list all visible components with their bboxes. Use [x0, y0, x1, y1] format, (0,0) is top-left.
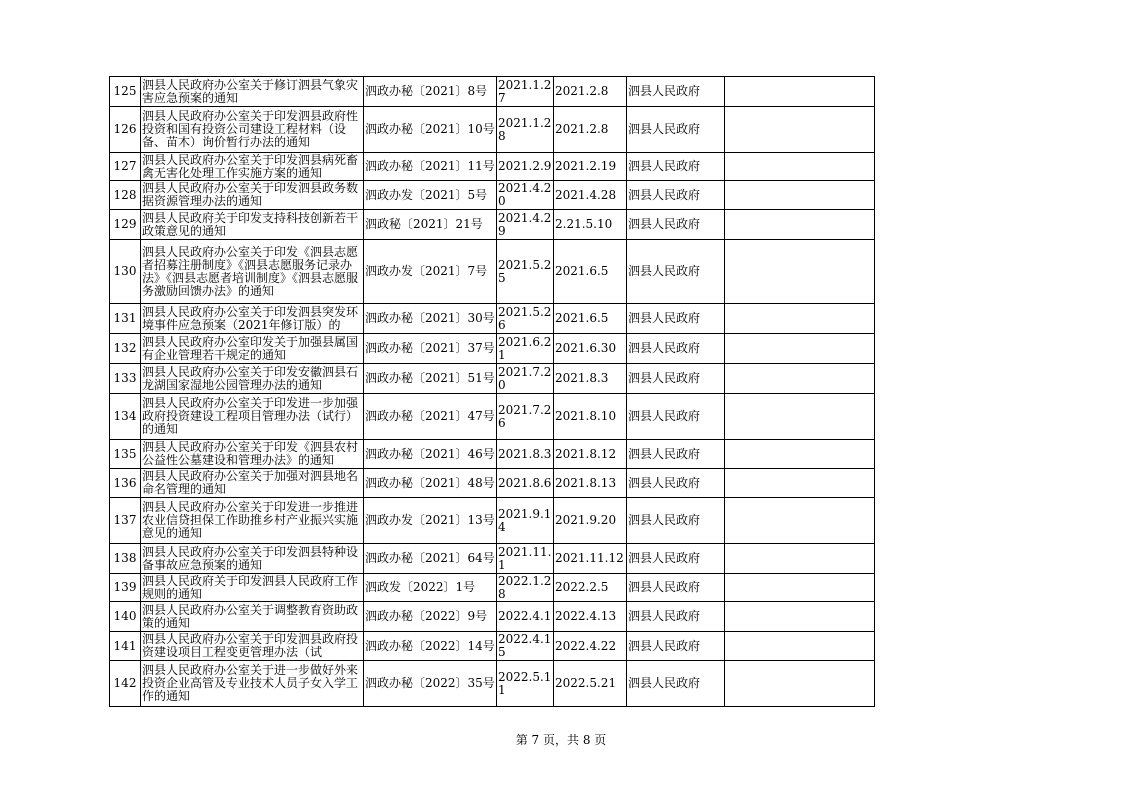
remark-cell	[725, 77, 875, 107]
table-row	[110, 181, 875, 210]
page-footer: 第 7 页，共 8 页	[515, 733, 607, 747]
issuing-body: 泗县人民政府	[627, 574, 725, 602]
publish-date: 2021.8.12	[554, 440, 627, 469]
row-number: 137	[110, 498, 141, 544]
issuing-body: 泗县人民政府	[627, 181, 725, 210]
issue-date: 2022.4.15	[497, 632, 554, 661]
publish-date: 2021.4.28	[554, 181, 627, 210]
issue-date: 2021.7.26	[497, 394, 554, 440]
document-title: 泗县人民政府办公室关于印发泗县政务数据资源管理办法的通知	[141, 181, 364, 210]
publish-date: 2021.11.12	[554, 544, 627, 574]
row-number: 126	[110, 107, 141, 153]
publish-date: 2021.6.5	[554, 240, 627, 304]
issuing-body: 泗县人民政府	[627, 77, 725, 107]
publish-date: 2.21.5.10	[554, 210, 627, 240]
row-number: 133	[110, 364, 141, 394]
document-number: 泗政办秘〔2022〕14号	[364, 632, 497, 661]
row-number: 140	[110, 602, 141, 632]
issuing-body: 泗县人民政府	[627, 394, 725, 440]
remark-cell	[725, 210, 875, 240]
issue-date: 2022.4.1	[497, 602, 554, 632]
document-number: 泗政办秘〔2021〕51号	[364, 364, 497, 394]
issue-date: 2021.9.14	[497, 498, 554, 544]
issuing-body: 泗县人民政府	[627, 632, 725, 661]
issue-date: 2021.4.29	[497, 210, 554, 240]
issuing-body: 泗县人民政府	[627, 334, 725, 364]
issue-date: 2021.8.6	[497, 469, 554, 498]
table-row	[110, 304, 875, 334]
table-row	[110, 632, 875, 661]
issue-date: 2021.7.20	[497, 364, 554, 394]
issue-date: 2021.5.25	[497, 240, 554, 304]
issue-date: 2021.2.9	[497, 153, 554, 181]
row-number: 135	[110, 440, 141, 469]
row-number: 131	[110, 304, 141, 334]
issuing-body: 泗县人民政府	[627, 440, 725, 469]
issue-date: 2021.6.21	[497, 334, 554, 364]
document-number: 泗政办秘〔2021〕37号	[364, 334, 497, 364]
publish-date: 2021.8.3	[554, 364, 627, 394]
table-row	[110, 602, 875, 632]
table-row	[110, 77, 875, 107]
remark-cell	[725, 304, 875, 334]
document-title: 泗县人民政府办公室关于印发泗县政府性投资和国有投资公司建设工程材料（设备、苗木）询价暂行办法的通知	[141, 107, 364, 153]
issuing-body: 泗县人民政府	[627, 153, 725, 181]
remark-cell	[725, 107, 875, 153]
publish-date: 2021.6.30	[554, 334, 627, 364]
document-title: 泗县人民政府办公室关于进一步做好外来投资企业高管及专业技术人员子女入学工作的通知	[141, 661, 364, 707]
document-title: 泗县人民政府办公室关于印发进一步加强政府投资建设工程项目管理办法（试行）的通知	[141, 394, 364, 440]
document-number: 泗政办秘〔2021〕64号	[364, 544, 497, 574]
remark-cell	[725, 574, 875, 602]
table-row	[110, 107, 875, 153]
document-title: 泗县人民政府办公室关于印发泗县政府投资建设项目工程变更管理办法（试	[141, 632, 364, 661]
row-number: 141	[110, 632, 141, 661]
table-row	[110, 574, 875, 602]
remark-cell	[725, 181, 875, 210]
remark-cell	[725, 334, 875, 364]
issue-date: 2021.8.3	[497, 440, 554, 469]
table-row	[110, 498, 875, 544]
publish-date: 2021.8.13	[554, 469, 627, 498]
publish-date: 2021.2.8	[554, 107, 627, 153]
table-row	[110, 661, 875, 707]
issuing-body: 泗县人民政府	[627, 304, 725, 334]
document-title: 泗县人民政府办公室关于调整教育资助政策的通知	[141, 602, 364, 632]
issue-date: 2021.5.26	[497, 304, 554, 334]
publish-date: 2021.6.5	[554, 304, 627, 334]
row-number: 129	[110, 210, 141, 240]
issuing-body: 泗县人民政府	[627, 107, 725, 153]
document-number: 泗政办发〔2021〕7号	[364, 240, 497, 304]
document-title: 泗县人民政府关于印发支持科技创新若干政策意见的通知	[141, 210, 364, 240]
row-number: 138	[110, 544, 141, 574]
issue-date: 2021.1.28	[497, 107, 554, 153]
row-number: 142	[110, 661, 141, 707]
issue-date: 2022.5.11	[497, 661, 554, 707]
table-row	[110, 153, 875, 181]
table-row	[110, 240, 875, 304]
issue-date: 2021.4.20	[497, 181, 554, 210]
document-title: 泗县人民政府办公室关于印发安徽泗县石龙湖国家湿地公园管理办法的通知	[141, 364, 364, 394]
document-number: 泗政办秘〔2021〕11号	[364, 153, 497, 181]
document-title: 泗县人民政府办公室关于印发进一步推进农业信贷担保工作助推乡村产业振兴实施意见的通知	[141, 498, 364, 544]
publish-date: 2022.2.5	[554, 574, 627, 602]
publish-date: 2022.5.21	[554, 661, 627, 707]
document-title: 泗县人民政府办公室印发关于加强县属国有企业管理若干规定的通知	[141, 334, 364, 364]
issuing-body: 泗县人民政府	[627, 364, 725, 394]
document-title: 泗县人民政府办公室关于印发《泗县农村公益性公墓建设和管理办法》的通知	[141, 440, 364, 469]
issue-date: 2021.11.1	[497, 544, 554, 574]
issuing-body: 泗县人民政府	[627, 240, 725, 304]
document-number: 泗政办秘〔2021〕10号	[364, 107, 497, 153]
document-number: 泗政办秘〔2022〕35号	[364, 661, 497, 707]
document-title: 泗县人民政府关于印发泗县人民政府工作规则的通知	[141, 574, 364, 602]
remark-cell	[725, 153, 875, 181]
row-number: 136	[110, 469, 141, 498]
table-row	[110, 440, 875, 469]
remark-cell	[725, 661, 875, 707]
issuing-body: 泗县人民政府	[627, 210, 725, 240]
remark-cell	[725, 544, 875, 574]
publish-date: 2021.8.10	[554, 394, 627, 440]
document-number: 泗政办秘〔2022〕9号	[364, 602, 497, 632]
document-number: 泗政办发〔2021〕5号	[364, 181, 497, 210]
publish-date: 2021.2.19	[554, 153, 627, 181]
publish-date: 2022.4.22	[554, 632, 627, 661]
remark-cell	[725, 440, 875, 469]
document-number: 泗政办秘〔2021〕8号	[364, 77, 497, 107]
remark-cell	[725, 469, 875, 498]
document-title: 泗县人民政府办公室关于加强对泗县地名命名管理的通知	[141, 469, 364, 498]
issuing-body: 泗县人民政府	[627, 498, 725, 544]
remark-cell	[725, 602, 875, 632]
publish-date: 2021.2.8	[554, 77, 627, 107]
issue-date: 2022.1.28	[497, 574, 554, 602]
row-number: 125	[110, 77, 141, 107]
remark-cell	[725, 394, 875, 440]
publish-date: 2022.4.13	[554, 602, 627, 632]
row-number: 139	[110, 574, 141, 602]
table-row	[110, 544, 875, 574]
remark-cell	[725, 364, 875, 394]
remark-cell	[725, 632, 875, 661]
document-number: 泗政办发〔2021〕13号	[364, 498, 497, 544]
row-number: 128	[110, 181, 141, 210]
row-number: 134	[110, 394, 141, 440]
document-list-table	[109, 76, 875, 707]
table-row	[110, 210, 875, 240]
issue-date: 2021.1.27	[497, 77, 554, 107]
document-title: 泗县人民政府办公室关于修订泗县气象灾害应急预案的通知	[141, 77, 364, 107]
publish-date: 2021.9.20	[554, 498, 627, 544]
row-number: 127	[110, 153, 141, 181]
document-title: 泗县人民政府办公室关于印发《泗县志愿者招募注册制度》《泗县志愿服务记录办法》《泗县志愿者培训制度》《泗县志愿服务激励回馈办法》的通知	[141, 240, 364, 304]
remark-cell	[725, 498, 875, 544]
table-body	[110, 77, 875, 707]
document-number: 泗政办秘〔2021〕30号	[364, 304, 497, 334]
table-row	[110, 334, 875, 364]
issuing-body: 泗县人民政府	[627, 661, 725, 707]
table-row	[110, 364, 875, 394]
issuing-body: 泗县人民政府	[627, 544, 725, 574]
document-title: 泗县人民政府办公室关于印发泗县突发环境事件应急预案（2021年修订版）的	[141, 304, 364, 334]
document-number: 泗政办秘〔2021〕46号	[364, 440, 497, 469]
table-row	[110, 394, 875, 440]
issuing-body: 泗县人民政府	[627, 469, 725, 498]
remark-cell	[725, 240, 875, 304]
document-title: 泗县人民政府办公室关于印发泗县病死畜禽无害化处理工作实施方案的通知	[141, 153, 364, 181]
document-title: 泗县人民政府办公室关于印发泗县特种设备事故应急预案的通知	[141, 544, 364, 574]
document-number: 泗政办秘〔2021〕47号	[364, 394, 497, 440]
document-number: 泗政发〔2022〕1号	[364, 574, 497, 602]
issuing-body: 泗县人民政府	[627, 602, 725, 632]
row-number: 132	[110, 334, 141, 364]
row-number: 130	[110, 240, 141, 304]
document-number: 泗政秘〔2021〕21号	[364, 210, 497, 240]
table-row	[110, 469, 875, 498]
document-number: 泗政办秘〔2021〕48号	[364, 469, 497, 498]
